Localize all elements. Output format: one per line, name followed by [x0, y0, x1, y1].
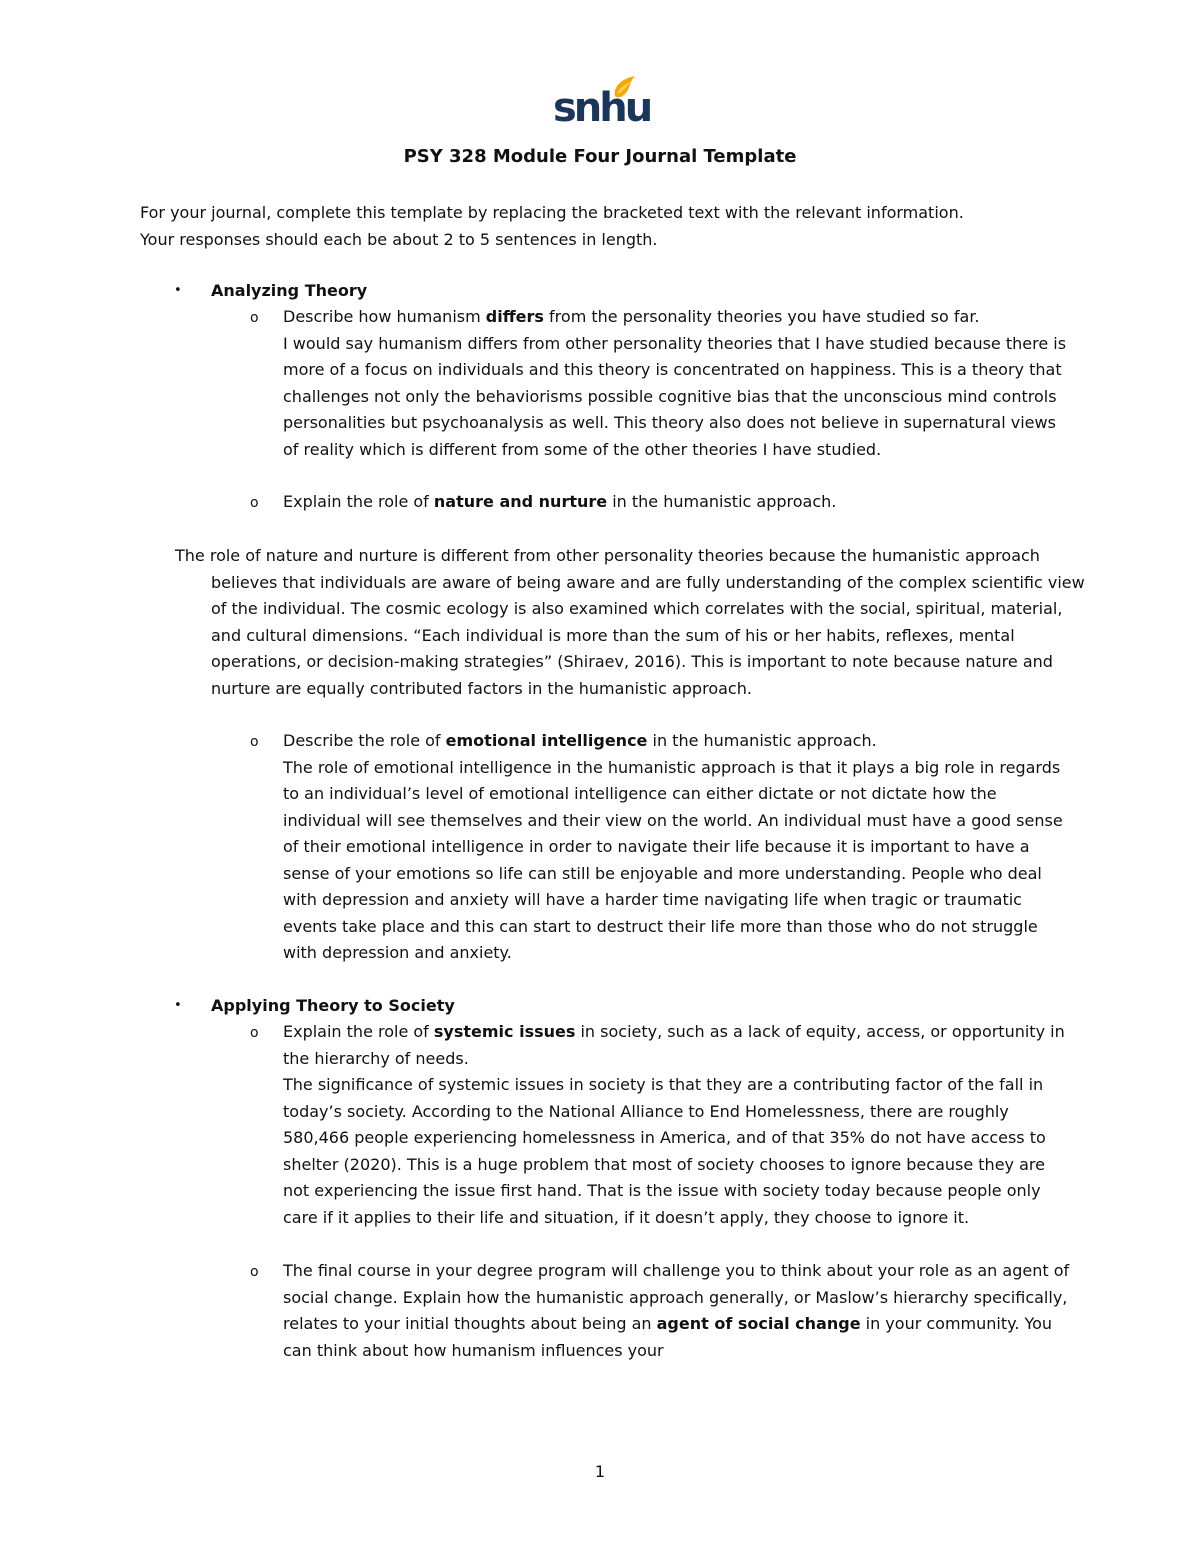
sub-bullet-marker: o — [250, 310, 259, 326]
answer-emotional-intelligence: The role of emotional intelligence in the humanistic approach is that it plays a big role in regards to an individual’s level of emotional intelligence can either dictate or not dictate how the individual will see themselves and their view on the world. An individual must have a good sense of their emotional intelligence in order to navigate their life because it is important to have a sense of your emotions so life can still be enjoyable and more understanding. People who deal with depression and anxiety will have a harder time navigating life when tragic or traumatic events take place and this can start to destruct their life more than those who do not struggle with depression and anxiety. — [283, 757, 1063, 962]
sub-bullet-marker: o — [250, 1264, 259, 1280]
question-differs: Describe how humanism differs from the personality theories you have studied so far. I would say humanism differs from other personality theories that I have studied because there is more of a focus on individuals and this theory is concentrated on happiness. This is a theory that challenges not only the behaviorisms possible cognitive bias that the unconscious mind controls personalities but psychoanalysis as well. This theory also does not believe in supernatural views of reality which is different from some of the other theories I have studied. — [283, 304, 1073, 463]
section-heading-analyzing: Analyzing Theory — [211, 281, 368, 300]
answer-nature-nurture: The role of nature and nurture is different from other personality theories because the humanistic approach believes that individuals are aware of being aware and are fully understanding of the complex scientific view of the individual. The cosmic ecology is also examined which correlates with the social, spiritual, material, and cultural dimensions. “Each individual is more than the sum of his or her habits, reflexes, mental operations, or decision-making strategies” (Shiraev, 2016). This is important to note because nature and nurture are equally contributed factors in the humanistic approach. — [175, 546, 1085, 698]
page-number: 1 — [594, 1462, 606, 1481]
section-heading-applying: Applying Theory to Society — [211, 996, 455, 1015]
answer-differs: I would say humanism differs from other personality theories that I have studied because there is more of a focus on individuals and this theory is concentrated on happiness. This is a theory that challenges not only the behaviorisms possible cognitive bias that the unconscious mind controls personalities but psychoanalysis as well. This theory also does not believe in supernatural views of reality which is different from some of the other theories I have studied. — [283, 333, 1067, 459]
snhu-logo — [553, 74, 651, 132]
sub-bullet-marker: o — [250, 734, 259, 750]
question-social-change: The final course in your degree program will challenge you to think about your role as an agent of social change. Explain how the humanistic approach generally, or Maslow’s hierarchy specifically, relates to your initial thoughts about being an agent of social change in your community. You can think about how humanism influences your — [283, 1261, 1070, 1360]
question-systemic-issues: Explain the role of systemic issues in society, such as a lack of equity, access, or opportunity in the hierarchy of needs. The significance of systemic issues in society is that they are a contributing factor of the fall in today’s society. According to the National Alliance to End Homelessness, there are roughly 580,466 people experiencing homelessness in America, and of that 35% do not have access to shelter (2020). This is a huge problem that most of society chooses to ignore because they are not experiencing the issue first hand. That is the issue with society today because people only care if it applies to their life and situation, if it doesn’t apply, they choose to ignore it. — [283, 1019, 1073, 1231]
bullet-marker: • — [174, 998, 182, 1013]
sub-bullet-marker: o — [250, 1025, 259, 1041]
page-title: PSY 328 Module Four Journal Template — [403, 146, 797, 167]
question-nature-nurture: Explain the role of nature and nurture in the humanistic approach. — [283, 492, 837, 511]
answer-systemic-issues: The significance of systemic issues in society is that they are a contributing factor of the fall in today’s society. According to the National Alliance to End Homelessness, there are roughly 580,466 people experiencing homelessness in America, and of that 35% do not have access to shelter (2020). This is a huge problem that most of society chooses to ignore because they are not experiencing the issue first hand. That is the issue with society today because people only care if it applies to their life and situation, if it doesn’t apply, they choose to ignore it. — [283, 1075, 1046, 1227]
question-emotional-intelligence: Describe the role of emotional intelligence in the humanistic approach. The role of emotional intelligence in the humanistic approach is that it plays a big role in regards to an individual’s level of emotional intelligence can either dictate or not dictate how the individual will see themselves and their view on the world. An individual must have a good sense of their emotional intelligence in order to navigate their life because it is important to have a sense of your emotions so life can still be enjoyable and more understanding. People who deal with depression and anxiety will have a harder time navigating life when tragic or traumatic events take place and this can start to destruct their life more than those who do not struggle with depression and anxiety. — [283, 728, 1073, 967]
bullet-marker: • — [174, 283, 182, 298]
intro-line-2: Your responses should each be about 2 to 5 sentences in length. — [140, 229, 658, 249]
sub-bullet-marker: o — [250, 495, 259, 511]
intro-line-1: For your journal, complete this template by replacing the bracketed text with the relevant information. — [140, 203, 964, 222]
intro-paragraph — [140, 200, 1090, 253]
logo-wordmark: snhu — [553, 85, 651, 131]
